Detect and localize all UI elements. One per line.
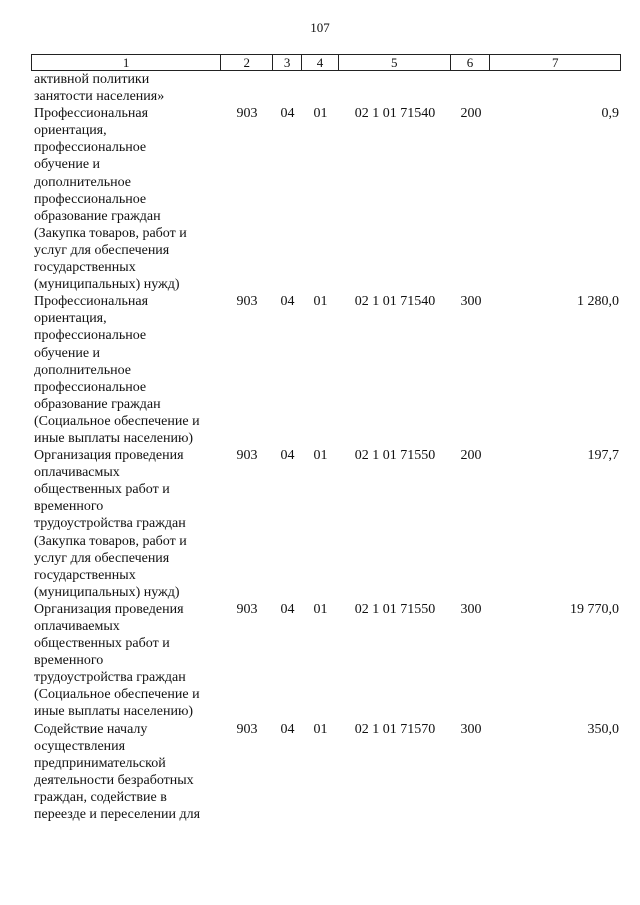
row-target-article: 02 1 01 71540 <box>354 106 436 122</box>
row-code-ministry: 903 <box>236 721 258 737</box>
row-expense-type: 300 <box>460 294 482 310</box>
row-code-ministry: 903 <box>236 106 258 122</box>
table-row <box>31 601 621 721</box>
row-target-article: 02 1 01 71550 <box>354 448 436 464</box>
row-description: Профессиональная ориентация, профессиональное обучение и дополнительное профессиональное образование граждан (Социальное обеспечение и иные выплаты населению) <box>34 294 200 446</box>
row-code-subsection: 01 <box>313 721 328 737</box>
row-code-section: 04 <box>280 106 295 122</box>
column-header-7: 7 <box>551 55 559 70</box>
row-target-article: 02 1 01 71570 <box>354 721 436 737</box>
column-header-2: 2 <box>221 55 273 70</box>
continued-row-text: активной политики занятости населения» <box>34 72 165 105</box>
row-code-section: 04 <box>280 294 295 310</box>
table-row <box>31 105 621 293</box>
page-number: 107 <box>310 20 330 35</box>
row-amount: 1 280,0 <box>577 294 619 310</box>
table-row <box>31 721 621 824</box>
row-code-ministry: 903 <box>236 448 258 464</box>
row-description: Организация проведения оплачиваемых общественных работ и временного трудоустройства граждан (Социальное обеспечение и иные выплаты населению) <box>34 601 200 720</box>
column-header-3: 3 <box>273 55 302 70</box>
row-amount: 350,0 <box>587 721 619 737</box>
row-expense-type: 300 <box>460 601 482 617</box>
column-header-4: 4 <box>302 55 339 70</box>
row-code-subsection: 01 <box>313 601 328 617</box>
row-expense-type: 300 <box>460 721 482 737</box>
row-code-ministry: 903 <box>236 294 258 310</box>
row-description: Содействие началу осуществления предпринимательской деятельности безработных граждан, содействие в переезде и переселении для <box>34 721 201 823</box>
budget-table <box>31 54 621 823</box>
row-code-ministry: 903 <box>236 601 258 617</box>
row-code-section: 04 <box>280 721 295 737</box>
row-amount: 0,9 <box>601 106 619 122</box>
table-header-row <box>31 54 621 71</box>
column-header-1: 1 <box>32 55 221 70</box>
table-row <box>31 293 621 447</box>
row-code-subsection: 01 <box>313 448 328 464</box>
row-description: Организация проведения оплачивасмых общественных работ и временного трудоустройства граждан (Закупка товаров, работ и услуг для обеспечения государственных (муниципальных) нужд) <box>34 448 187 600</box>
row-target-article: 02 1 01 71550 <box>354 601 436 617</box>
row-code-section: 04 <box>280 448 295 464</box>
row-expense-type: 200 <box>460 448 482 464</box>
row-amount: 197,7 <box>587 448 619 464</box>
row-code-section: 04 <box>280 601 295 617</box>
row-code-subsection: 01 <box>313 106 328 122</box>
row-description: Профессиональная ориентация, профессиональное обучение и дополнительное профессиональное образование граждан (Закупка товаров, работ и услуг для обеспечения государственных (муниципальных) нужд) <box>34 106 187 293</box>
row-code-subsection: 01 <box>313 294 328 310</box>
row-amount: 19 770,0 <box>570 601 619 617</box>
column-header-6: 6 <box>451 55 491 70</box>
column-header-5: 5 <box>339 55 451 70</box>
row-expense-type: 200 <box>460 106 482 122</box>
table-row <box>31 447 621 601</box>
row-target-article: 02 1 01 71540 <box>354 294 436 310</box>
